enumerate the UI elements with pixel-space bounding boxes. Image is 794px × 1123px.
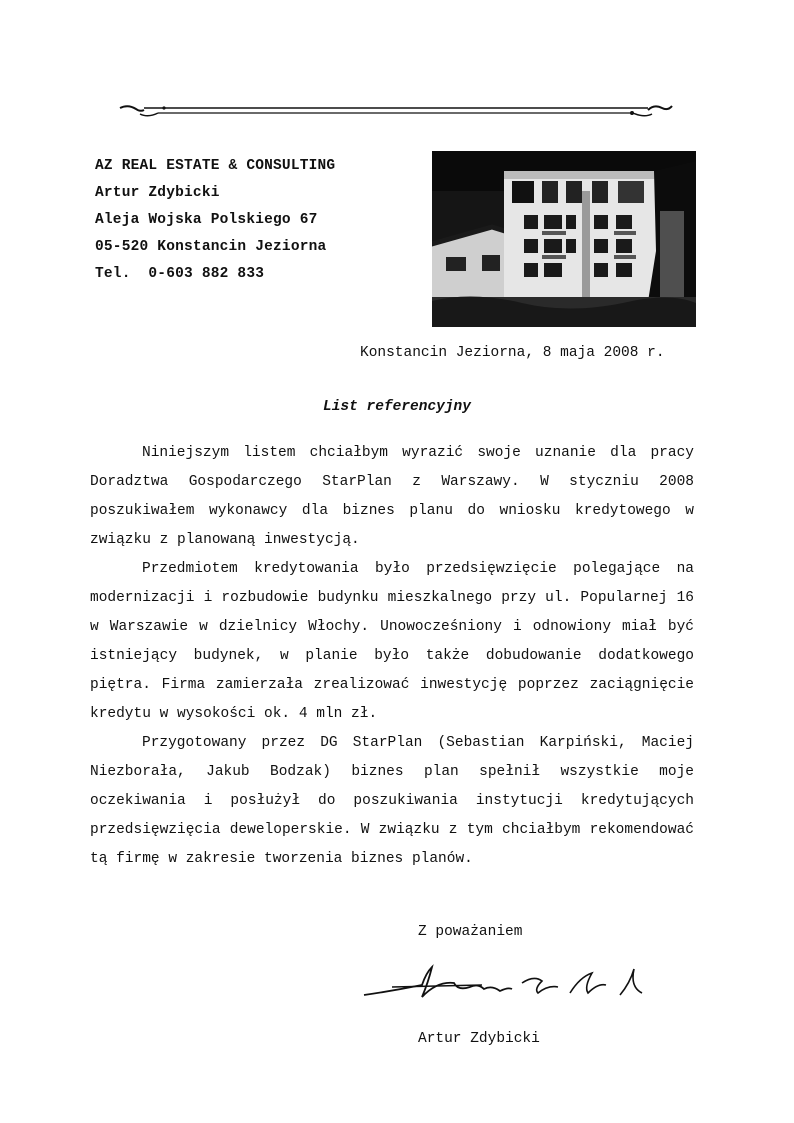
handwritten-signature xyxy=(362,963,650,1005)
person-name: Artur Zdybicki xyxy=(95,185,220,201)
letter-body xyxy=(90,439,694,874)
closing-salutation: Z poważaniem xyxy=(418,924,523,940)
letterhead xyxy=(95,153,335,288)
paragraph: Przedmiotem kredytowania było przedsięwzięcie polegające na modernizacji i rozbudowie budynku mieszkalnego przy ul. Popularnej 16 w Warszawie w dzielnicy Włochy. Unowocześniony i odnowiony miał być istniejący budynek, w planie było także dobudowanie dodatkowego piętra. Firma zamierzała zrealizować inwestycję poprzez zaciągnięcie kredytu w wysokości ok. 4 mln zł. xyxy=(90,561,694,722)
building-photo xyxy=(432,151,696,327)
paragraph: Niniejszym listem chciałbym wyrazić swoje uznanie dla pracy Doradztwa Gospodarczego StarPlan z Warszawy. W styczniu 2008 poszukiwałem wykonawcy dla biznes planu do wniosku kredytowego w związku z planowaną inwestycją. xyxy=(90,445,694,548)
phone-number: Tel. 0-603 882 833 xyxy=(95,266,265,282)
company-name: AZ REAL ESTATE & CONSULTING xyxy=(95,158,336,174)
signer-name: Artur Zdybicki xyxy=(418,1031,540,1047)
city-address: 05-520 Konstancin Jeziorna xyxy=(95,239,327,255)
paragraph: Przygotowany przez DG StarPlan (Sebastian Karpiński, Maciej Niezborała, Jakub Bodzak) biznes plan spełnił wszystkie moje oczekiwania i posłużył do poszukiwania instytucji kredytujących przedsięwzięcia deweloperskie. W związku z tym chciałbym rekomendować tą firmę w zakresie tworzenia biznes planów. xyxy=(90,735,694,867)
ornament-divider xyxy=(118,100,674,122)
letter-title: List referencyjny xyxy=(323,399,471,415)
place-and-date: Konstancin Jeziorna, 8 maja 2008 r. xyxy=(360,345,665,361)
street-address: Aleja Wojska Polskiego 67 xyxy=(95,212,318,228)
